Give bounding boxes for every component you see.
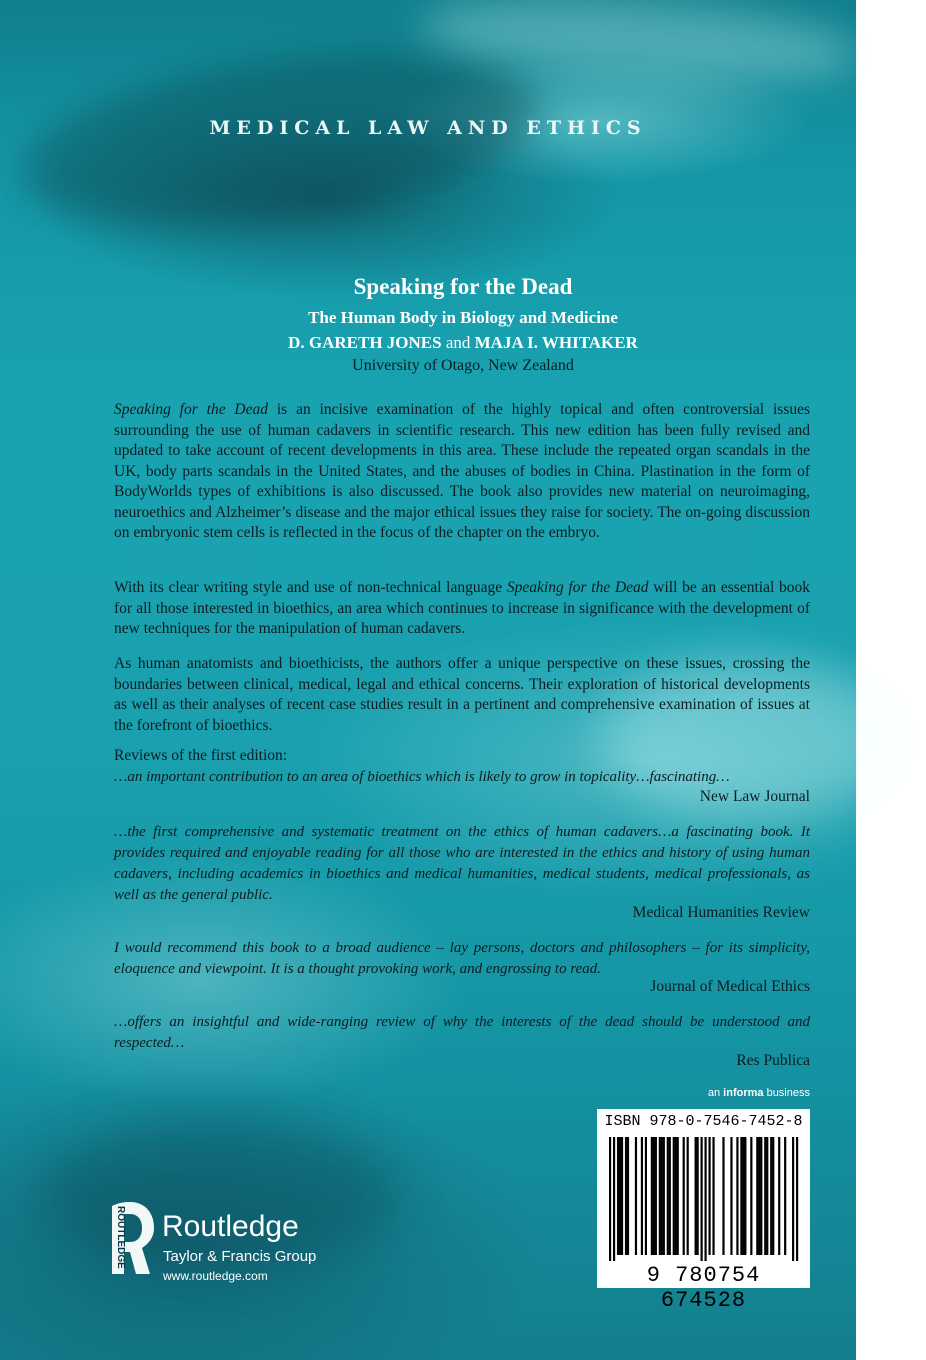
svg-text:ROUTLEDGE: ROUTLEDGE [115,1206,126,1269]
review-quote: …an important contribution to an area of bioethics which is likely to grow in topicality…fascinating… [114,769,730,785]
barcode-bar [609,1137,611,1261]
barcode-bar [627,1137,629,1255]
review-source: New Law Journal [699,788,810,805]
review-quote: …offers an insightful and wide-ranging review of why the interests of the dead should be understood and respected… [114,1014,810,1051]
barcode-bar [730,1137,732,1255]
author-name: MAJA I. WHITAKER [474,333,638,352]
ean-number: 9 780754 674528 [646,1263,761,1313]
barcode-bar [766,1137,768,1255]
barcode-bar [764,1137,766,1255]
publisher-group: Taylor & Francis Group [163,1248,317,1265]
barcode-bar [712,1137,714,1255]
barcode-bar [661,1137,663,1255]
informa-brand: informa [723,1087,764,1099]
barcode-bar [758,1137,760,1255]
tagline-prefix: an [707,1087,724,1099]
barcode-bar [772,1137,774,1255]
author-name: D. GARETH JONES [288,333,442,352]
barcode-bar [750,1137,752,1255]
barcode-bar [683,1137,685,1255]
barcode-bar [651,1137,653,1255]
description-paragraph: As human anatomists and bioethicists, the authors offer a unique perspective on these issues, crossing the boundaries between clinical, medical, legal and ethical concerns. Their exploration of historical developments as well as their analyses of recent case studies result in a pertinent and comprehensive examination of issues at the forefront of bioethics. [114,655,810,734]
barcode-bar [778,1137,780,1255]
description-paragraph [114,400,810,544]
background-shadow [11,25,548,256]
paragraph-text: is an incisive examination of the highly topical and often controversial issues surrounding the use of human cadavers in scientific research. This new edition has been fully revised and updated to take account of recent developments in this area. These include the repeated organ scandals in the UK, body parts scandals in the United States, and the abuses of bodies in China. Plastination in the form of BodyWorlds types of exhibitions is also discussed. The book also provides new material on neuroimaging, neuroethics and Alzheimer’s disease and the major ethical issues they raise for society. The on-going discussion on embryonic stem cells is reflected in the focus of the chapter on the embryo. [114,401,810,541]
barcode-bar [736,1137,738,1255]
barcode-bar [663,1137,665,1255]
review-source: Medical Humanities Review [632,904,810,921]
barcode-bar [613,1137,615,1261]
barcode-bar [617,1137,619,1255]
barcode-bar [645,1137,647,1255]
barcode-bar [701,1137,703,1261]
paragraph-text: will be an essential book for all those interested in bioethics, an area which continues to increase in significance with the development of new techniques for the manipulation of human cadavers. [114,579,810,637]
barcode-bar [695,1137,697,1255]
review-quote: …the first comprehensive and systematic treatment on the ethics of human cadavers…a fascinating book. It provides required and enjoyable reading for all those who are interested in the ethics and history of using human cadavers, including academics in bioethics and medical humanities, medical students, medical professionals, as well as the general public. [114,824,810,903]
routledge-vertical-wordmark [106,1206,126,1276]
barcode-bar [655,1137,657,1255]
barcode-bar [697,1137,699,1255]
barcode-bar [760,1137,762,1255]
barcode-bar [796,1137,798,1261]
barcode-bar [744,1137,746,1255]
barcode-bars [609,1137,798,1261]
background-highlight [418,0,863,95]
barcode-bar [742,1137,744,1255]
author-conjunction: and [445,333,471,352]
barcode-bar [687,1137,689,1255]
isbn-number: ISBN 978-0-7546-7452-8 [604,1113,803,1130]
barcode-bar [619,1137,621,1255]
barcode-bar [704,1137,706,1261]
barcode-bar [708,1137,710,1255]
barcode-bar [641,1137,643,1255]
book-title: Speaking for the Dead [353,274,573,299]
barcode-bar [653,1137,655,1255]
barcode-bar [659,1137,661,1255]
barcode-bar [673,1137,675,1255]
book-title-italic: Speaking for the Dead [506,579,649,596]
barcode-bar [675,1137,677,1255]
barcode-bar [677,1137,679,1255]
reviews-heading: Reviews of the first edition: [114,747,288,764]
paragraph-text: With its clear writing style and use of non-technical language [114,579,507,596]
book-subtitle: The Human Body in Biology and Medicine [308,308,618,327]
barcode-bar [669,1137,671,1255]
barcode-bar [722,1137,724,1255]
description-paragraph [114,578,810,640]
review-quote: I would recommend this book to a broad audience – lay persons, doctors and philosophers – for its simplicity, eloquence and viewpoint. It is a thought provoking work, and engrossing to read. [114,940,810,977]
barcode-panel [597,1109,810,1313]
barcode-bar [635,1137,637,1255]
barcode-bar [621,1137,623,1255]
informa-tagline [708,1087,810,1099]
series-title: MEDICAL LAW AND ETHICS [209,117,647,139]
barcode-bar [792,1137,794,1261]
barcode-bar [740,1137,742,1255]
author-affiliation: University of Otago, New Zealand [352,357,574,374]
barcode-bar [770,1137,772,1255]
barcode-bar [756,1137,758,1255]
barcode-bar [784,1137,786,1255]
publisher-url[interactable]: www.routledge.com [163,1269,268,1283]
barcode-bar [667,1137,669,1255]
barcode-bar [625,1137,627,1255]
review-source: Journal of Medical Ethics [650,978,810,995]
authors-line [0,333,926,353]
tagline-suffix: business [763,1087,810,1099]
publisher-name: Routledge [162,1210,299,1243]
review-source: Res Publica [736,1052,810,1069]
book-title-italic: Speaking for the Dead [114,401,269,418]
